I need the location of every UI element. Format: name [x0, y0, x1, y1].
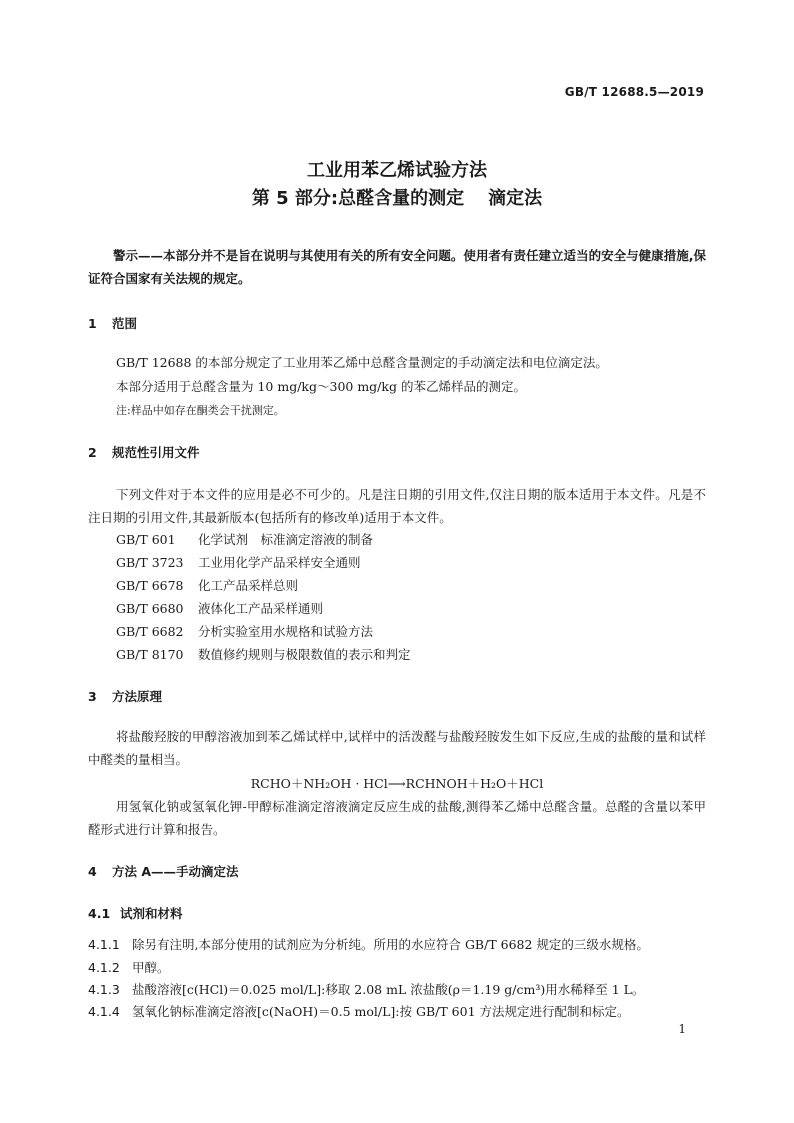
- reference-item: [116, 645, 411, 663]
- clause-number: 4.1.1: [88, 937, 120, 952]
- section-number: 4: [88, 864, 97, 879]
- reference-item: [116, 622, 373, 640]
- clause-text: 甲醇。: [132, 960, 170, 975]
- clause-number: 4.1.3: [88, 982, 120, 997]
- references-intro: 下列文件对于本文件的应用是必不可少的。凡是注日期的引用文件,仅注日期的版本适用于本文件。凡是不注日期的引用文件,其最新版本(包括所有的修改单)适用于本文件。: [88, 487, 706, 525]
- section-title: 方法 A——手动滴定法: [112, 864, 239, 879]
- document-title-line1: 工业用苯乙烯试验方法: [307, 160, 487, 181]
- clause-item: [88, 980, 644, 998]
- section-4-heading: [88, 862, 239, 880]
- principle-paragraph-1: 将盐酸羟胺的甲醇溶液加到苯乙烯试样中,试样中的活泼醛与盐酸羟胺发生如下反应,生成的盐酸的量和试样中醛类的量相当。: [88, 729, 706, 767]
- section-title: 范围: [112, 316, 138, 331]
- section-2-heading: [88, 443, 200, 461]
- clause-item: [88, 935, 649, 953]
- reference-code: GB/T 8170: [116, 647, 184, 662]
- reference-item: [116, 599, 323, 617]
- clause-item: [88, 1002, 630, 1020]
- title-method: 滴定法: [488, 188, 543, 209]
- clause-text: 氢氧化钠标准滴定溶液[c(NaOH)＝0.5 mol/L]:按 GB/T 601 方法规定进行配制和标定。: [132, 1004, 630, 1019]
- reaction-formula: RCHO＋NH₂OH · HCl⟶RCHNOH＋H₂O＋HCl: [250, 776, 544, 791]
- document-title-line2: [0, 184, 794, 210]
- reference-code: GB/T 3723: [116, 555, 184, 570]
- section-number: 1: [88, 316, 97, 331]
- reference-code: GB/T 6682: [116, 624, 184, 639]
- principle-paragraph-2: 用氢氧化钠或氢氧化钾-甲醇标准滴定溶液滴定反应生成的盐酸,测得苯乙烯中总醛含量。总醛的含量以苯甲醛形式进行计算和报告。: [88, 799, 706, 837]
- subsection-title: 试剂和材料: [120, 906, 183, 921]
- reference-item: [116, 576, 298, 594]
- section-title: 规范性引用文件: [112, 445, 200, 460]
- section-number: 3: [88, 689, 97, 704]
- warning-paragraph: 警示——本部分并不是旨在说明与其使用有关的所有安全问题。使用者有责任建立适当的安全与健康措施,保证符合国家有关法规的规定。: [88, 248, 706, 286]
- clause-number: 4.1.2: [88, 960, 120, 975]
- standard-code: GB/T 12688.5—2019: [564, 85, 704, 99]
- title-part: 第 5 部分:总醛含量的测定: [251, 188, 465, 209]
- subsection-number: 4.1: [88, 906, 111, 921]
- section-1-heading: [88, 314, 137, 332]
- clause-text: 除另有注明,本部分使用的试剂应为分析纯。所用的水应符合 GB/T 6682 规定的三级水规格。: [132, 937, 649, 952]
- section-number: 2: [88, 445, 97, 460]
- reference-title: 数值修约规则与极限数值的表示和判定: [198, 647, 411, 662]
- scope-paragraph-1: GB/T 12688 的本部分规定了工业用苯乙烯中总醛含量测定的手动滴定法和电位滴定法。: [116, 355, 608, 370]
- section-3-heading: [88, 687, 162, 705]
- scope-paragraph-2: 本部分适用于总醛含量为 10 mg/kg～300 mg/kg 的苯乙烯样品的测定。: [116, 379, 526, 394]
- reference-code: GB/T 601: [116, 532, 176, 547]
- reference-title: 工业用化学产品采样安全通则: [198, 555, 361, 570]
- clause-text: 盐酸溶液[c(HCl)＝0.025 mol/L]:移取 2.08 mL 浓盐酸(ρ＝1.19 g/cm³)用水稀释至 1 L。: [132, 982, 645, 997]
- reference-title: 化工产品采样总则: [198, 578, 299, 593]
- reference-code: GB/T 6680: [116, 601, 184, 616]
- page-number: 1: [678, 1022, 686, 1036]
- subsection-4-1-heading: [88, 904, 183, 922]
- section-title: 方法原理: [112, 689, 163, 704]
- reference-item: [116, 530, 373, 548]
- clause-number: 4.1.4: [88, 1004, 120, 1019]
- reference-title: 分析实验室用水规格和试验方法: [198, 624, 374, 639]
- reference-title: 化学试剂 标准滴定溶液的制备: [198, 532, 374, 547]
- reference-title: 液体化工产品采样通则: [198, 601, 324, 616]
- clause-item: [88, 958, 170, 976]
- reference-code: GB/T 6678: [116, 578, 184, 593]
- scope-note: 注:样品中如存在酮类会干扰测定。: [116, 404, 285, 417]
- reference-item: [116, 553, 361, 571]
